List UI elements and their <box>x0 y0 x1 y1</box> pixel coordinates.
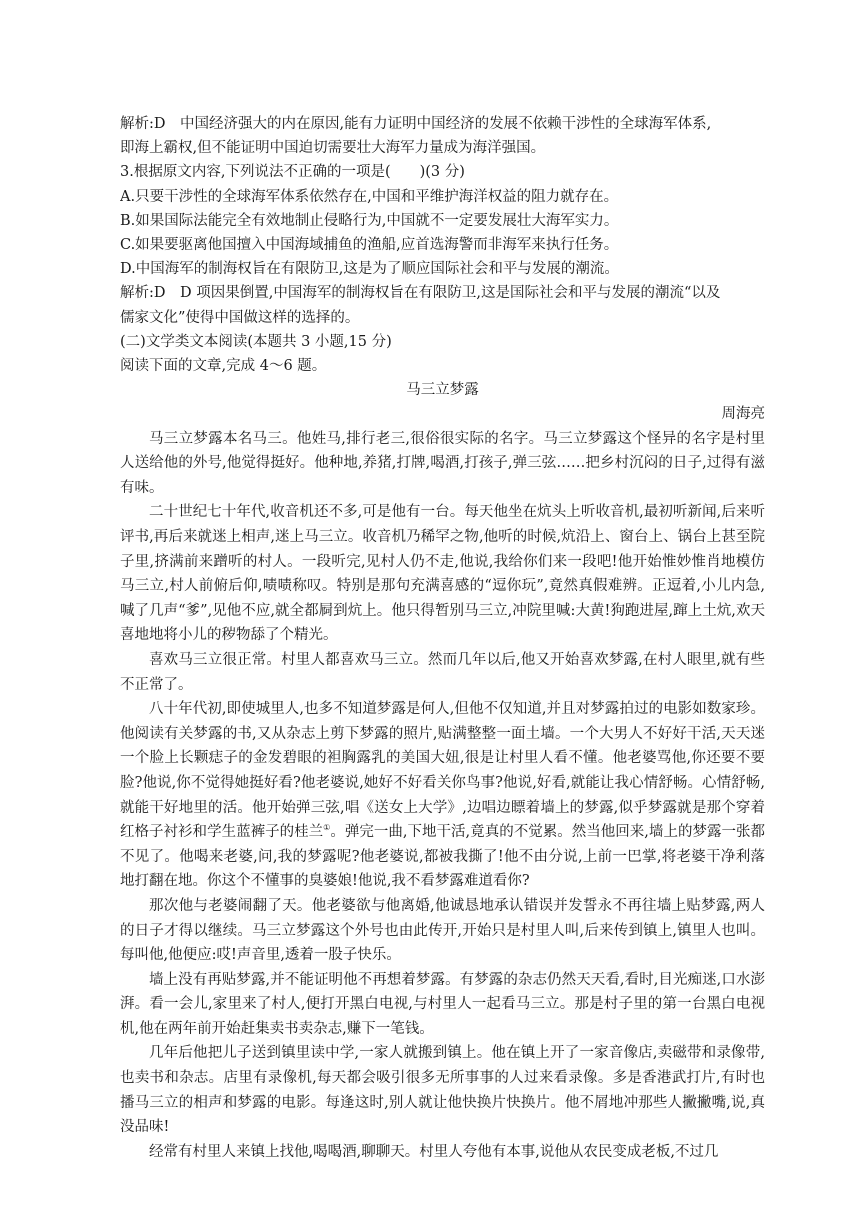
q3-analysis-line-1: 解析:D D 项因果倒置,中国海军的制海权旨在有限防卫,这是国际社会和平与发展的潮流“以及 <box>120 285 721 302</box>
article-paragraph-3: 喜欢马三立很正常。村里人都喜欢马三立。然而几年以后,他又开始喜欢梦露,在村人眼里,就有些不正常了。 <box>120 651 765 693</box>
q2-analysis-line-1: 解析:D 中国经济强大的内在原因,能有力证明中国经济的发展不依赖干涉性的全球海军体系, <box>120 116 712 132</box>
article-paragraph-4 <box>120 697 765 894</box>
q3-option-c: C.如果要驱离他国擅入中国海域捕鱼的渔船,应首选海警而非海军来执行任务。 <box>120 237 619 254</box>
article-title: 马三立梦露 <box>406 382 479 399</box>
q2-analysis-line-2: 即海上霸权,但不能证明中国迫切需要壮大海军力量成为海洋强国。 <box>120 140 546 157</box>
footnote-marker: ① <box>323 823 331 833</box>
paragraph-4-part-1: 八十年代初,即使城里人,也多不知道梦露是何人,但他不仅知道,并且对梦露拍过的电影如数家珍。他阅读有关梦露的书,又从杂志上剪下梦露的照片,贴满整整一面土墙。一个大男人不好好干活,天天迷一个脸上长颗痣子的金发碧眼的袒胸露乳的美国大妞,很是让村里人看不懂。他老婆骂他,你还要不要脸?他说,你不觉得她挺好看?他老婆说,她好不好看关你鸟事?他说,好看,就能让我心情舒畅。心情舒畅,就能干好地里的活。他开始弹三弦,唱《送女上大学》,边唱边瞟着墙上的梦露,似乎梦露就是那个穿着红格子衬衫和学生蓝裤子的桂兰 <box>120 701 765 841</box>
q3-option-b: B.如果国际法能完全有效地制止侵略行为,中国就不一定要发展壮大海军实力。 <box>120 212 619 229</box>
article-paragraph-5: 那次他与老婆闹翻了天。他老婆欲与他离婚,他诚恳地承认错误并发誓永不再往墙上贴梦露,两人的日子才得以继续。马三立梦露这个外号也由此传开,开始只是村里人叫,后来传到镇上,镇里人也叫。每叫他,他便应:哎!声音里,透着一股子快乐。 <box>120 897 765 964</box>
paragraph-4-part-2: 。弹完一曲,下地干活,竟真的不觉累。然当他回来,墙上的梦露一张都不见了。他喝来老婆,问,我的梦露呢?他老婆说,都被我撕了!他不由分说,上前一巴掌,将老婆干净利落地打翻在地。你这个不懂事的臭婆娘!他说,我不看梦露难道看你? <box>120 824 766 890</box>
section-instruction: 阅读下面的文章,完成 4～6 题。 <box>120 358 327 375</box>
q3-analysis-line-2: 儒家文化”使得中国做这样的选择的。 <box>120 309 360 326</box>
article-paragraph-8: 经常有村里人来镇上找他,喝喝酒,聊聊天。村里人夸他有本事,说他从农民变成老板,不过几 <box>149 1143 719 1160</box>
q3-option-a: A.只要干涉性的全球海军体系依然存在,中国和平维护海洋权益的阻力就存在。 <box>120 188 619 205</box>
article-paragraph-1: 马三立梦露本名马三。他姓马,排行老三,很俗很实际的名字。马三立梦露这个怪异的名字是村里人送给他的外号,他觉得挺好。他种地,养猪,打牌,喝酒,打孩子,弹三弦……把乡村沉闷的日子,过得有滋有味。 <box>120 430 765 496</box>
article-paragraph-6: 墙上没有再贴梦露,并不能证明他不再想着梦露。有梦露的杂志仍然天天看,看时,目光痴迷,口水澎湃。看一会儿,家里来了村人,便打开黑白电视,与村里人一起看马三立。那是村子里的第一台黑白电视机,他在两年前开始赶集卖书卖杂志,赚下一笔钱。 <box>120 971 765 1037</box>
text-column <box>120 112 765 1164</box>
section-heading: (二)文学类文本阅读(本题共 3 小题,15 分) <box>120 333 392 350</box>
article-paragraph-7: 几年后他把儿子送到镇里读中学,一家人就搬到镇上。他在镇上开了一家音像店,卖磁带和录像带,也卖书和杂志。店里有录像机,每天都会吸引很多无所事事的人过来看录像。多是香港武打片,有时也播马三立的相声和梦露的电影。每逢这时,别人就让他快换片快换片。他不屑地冲那些人撇撇嘴,说,真没品味! <box>120 1045 765 1136</box>
q3-option-d: D.中国海军的制海权旨在有限防卫,这是为了顺应国际社会和平与发展的潮流。 <box>120 261 619 278</box>
article-paragraph-2: 二十世纪七十年代,收音机还不多,可是他有一台。每天他坐在炕头上听收音机,最初听新闻,后来听评书,再后来就迷上相声,迷上马三立。收音机乃稀罕之物,他听的时候,炕沿上、窗台上、锅台上甚至院子里,挤满前来蹭听的村人。一段听完,见村人仍不走,他说,我给你们来一段吧!他开始惟妙惟肖地模仿马三立,村人前俯后仰,啧啧称叹。特别是那句充满喜感的“逗你玩”,竟然真假难辨。正逗着,小儿内急,喊了几声“爹”,见他不应,就全都屙到炕上。他只得暂别马三立,冲院里喊:大黄!狗跑进屋,蹿上土炕,欢天喜地地将小儿的秽物舔了个精光。 <box>120 504 765 644</box>
q3-stem: 3.根据原文内容,下列说法不正确的一项是( )(3 分) <box>120 164 465 181</box>
article-author: 周海亮 <box>721 406 765 423</box>
